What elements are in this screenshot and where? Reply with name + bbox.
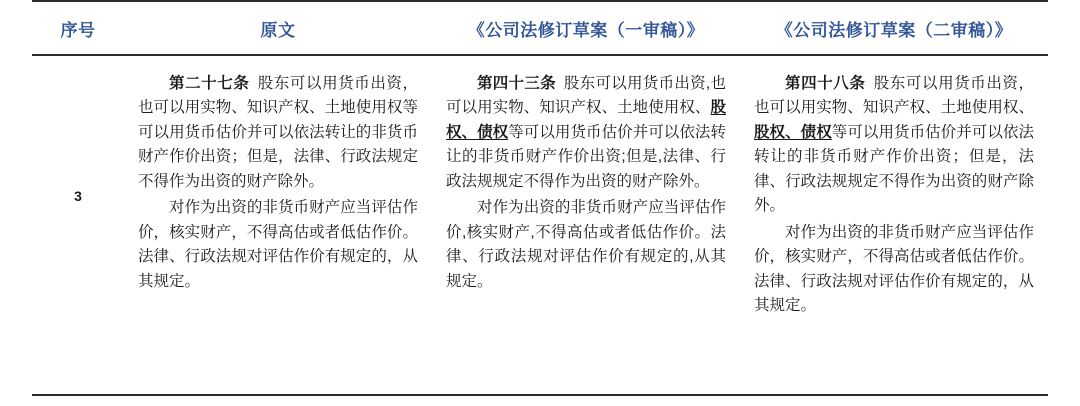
draft-one-paragraph-2	[446, 196, 726, 294]
draft-two-paragraph-2	[754, 221, 1034, 319]
draft-two-highlighted-term: 股权、债权	[754, 123, 832, 141]
table-header	[32, 1, 1048, 55]
draft-one-paragraph-1	[446, 72, 726, 194]
draft-one-highlighted-term: 股权、债权	[446, 99, 726, 141]
row-index-cell: 3	[74, 188, 82, 205]
draft-one-paragraph-1-text-a: 股东可以用货币出资,也可以用实物、知识产权、土地使用权、	[446, 75, 726, 117]
table-bottom-rule	[32, 394, 1048, 396]
cell-draft-two-text	[740, 55, 1048, 337]
column-header-original: 原文	[124, 1, 432, 55]
cell-draft-one-text	[432, 55, 740, 337]
article-number-original: 第二十七条	[169, 75, 250, 92]
original-paragraph-1-text: 股东可以用货币出资，也可以用实物、知识产权、土地使用权等可以用货币估价并可以依法转让的非货币财产作价出资；但是，法律、行政法规定不得作为出资的财产除外。	[138, 75, 418, 190]
original-paragraph-1	[138, 72, 418, 194]
article-number-draft-one: 第四十三条	[477, 75, 556, 92]
draft-two-paragraph-1-text-a: 股东可以用货币出资，也可以用实物、知识产权、土地使用权、	[754, 75, 1034, 117]
column-header-draft-one: 《公司法修订草案（一审稿）》	[432, 1, 740, 55]
draft-two-paragraph-2-text: 对作为出资的非货币财产应当评估作价，核实财产，不得高估或者低估作价。法律、行政法规对评估作价有规定的，从其规定。	[754, 223, 1034, 315]
draft-one-paragraph-2-text: 对作为出资的非货币财产应当评估作价,核实财产,不得高估或者低估作价。法律、行政法规对评估作价有规定的,从其规定。	[446, 199, 726, 290]
comparison-table	[32, 0, 1048, 337]
original-paragraph-2-text: 对作为出资的非货币财产应当评估作价，核实财产，不得高估或者低估作价。法律、行政法规对评估作价有规定的，从其规定。	[138, 199, 418, 290]
cell-original-text	[124, 55, 432, 337]
draft-two-paragraph-1-text-b: 等可以用货币估价并可以依法转让的非货币财产作价出资；但是，法律、行政法规规定不得作为出资的财产除外。	[754, 123, 1034, 215]
column-header-index: 序号	[32, 1, 124, 55]
column-header-draft-two: 《公司法修订草案（二审稿）》	[740, 1, 1048, 55]
table-row	[32, 55, 1048, 337]
original-paragraph-2	[138, 196, 418, 294]
table-header-row	[32, 1, 1048, 55]
draft-one-paragraph-1-text-b: 等可以用货币估价并可以依法转让的非货币财产作价出资;但是,法律、行政法规规定不得作为出资的财产除外。	[446, 123, 726, 190]
article-number-draft-two: 第四十八条	[785, 75, 866, 92]
draft-two-paragraph-1	[754, 72, 1034, 219]
table-body	[32, 55, 1048, 337]
